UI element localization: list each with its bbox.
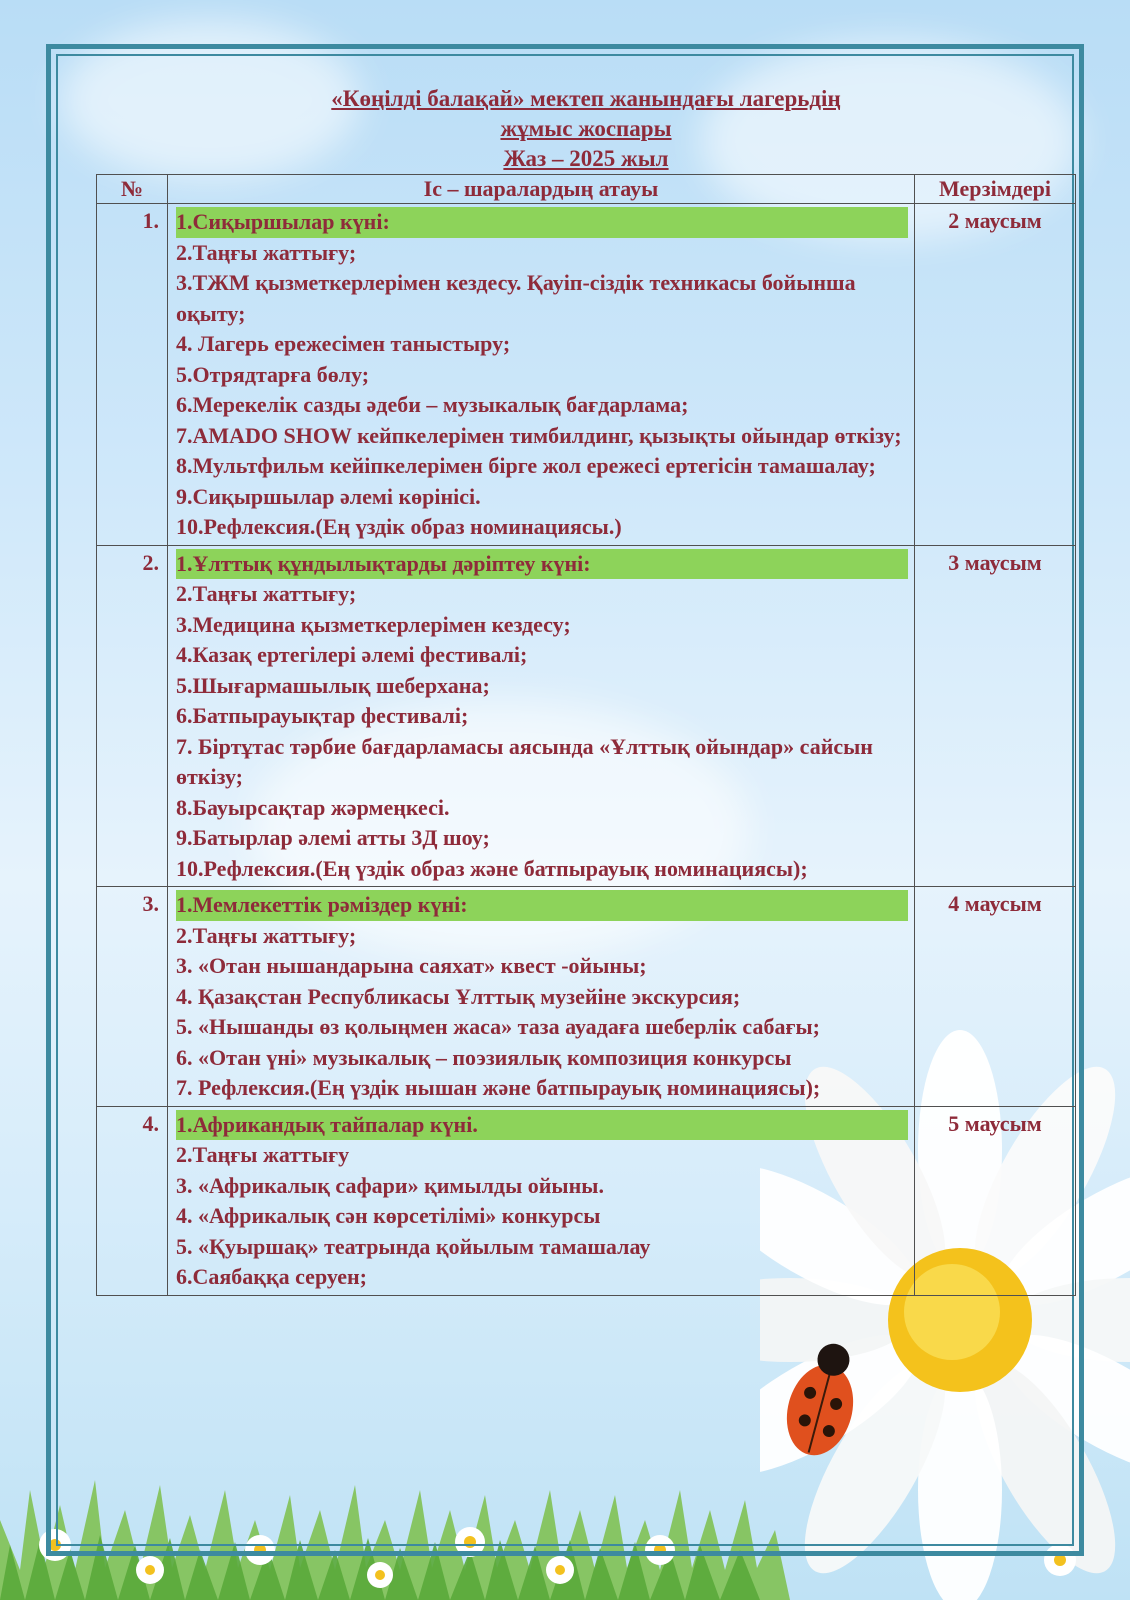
table-row (97, 887, 1076, 1107)
activity-item: 8.Мультфильм кейіпкелерімен бірге жол ережесі ертегісін тамашалау; (176, 453, 876, 478)
activity-item: 2.Таңғы жаттығу (176, 1142, 350, 1167)
activity-item: 5.Отрядтарға бөлу; (176, 361, 370, 387)
activity-list (168, 545, 915, 887)
day-theme-highlight: 1.Мемлекеттік рәміздер күні: (176, 890, 908, 921)
row-number: 4. (97, 1106, 168, 1295)
activity-item: 9.Сиқыршылар әлемі көрінісі. (176, 483, 481, 509)
column-header-activities: Іс – шаралардың атауы (168, 175, 915, 204)
activity-list (168, 887, 915, 1107)
column-header-dates: Мерзімдері (915, 175, 1076, 204)
day-theme-highlight: 1.Сиқыршылар күні: (176, 207, 908, 238)
activity-item: 6.Батпырауықтар фестивалі; (176, 703, 469, 728)
activity-item: 3.ТЖМ қызметкерлерімен кездесу. Қауіп-сіздік техникасы бойынша оқыту; (176, 270, 856, 326)
activity-item: 3. «Африкалық сафари» қимылды ойыны. (176, 1172, 604, 1198)
row-number: 2. (97, 545, 168, 887)
activity-item: 3.Медицина қызметкерлерімен кездесу; (176, 611, 571, 637)
title-line-1: «Көңілді балақай» мектеп жанындағы лагерьдің (331, 86, 841, 111)
activity-item: 10.Рефлексия.(Ең үздік образ номинациясы.) (176, 514, 622, 539)
row-date: 5 маусым (915, 1106, 1076, 1295)
row-date: 4 маусым (915, 887, 1076, 1107)
activity-item: 7. Рефлексия.(Ең үздік нышан және батпырауық номинациясы); (176, 1075, 821, 1100)
activity-item: 6.Саябаққа серуен; (176, 1264, 367, 1289)
row-number: 3. (97, 887, 168, 1107)
activity-item: 6. «Отан үні» музыкалық – поэзиялық композиция конкурсы (176, 1044, 792, 1070)
title-line-2: жұмыс жоспары (500, 116, 672, 141)
row-date: 2 маусым (915, 204, 1076, 546)
activity-item: 4. Лагерь ережесімен таныстыру; (176, 331, 511, 356)
activity-item: 2.Таңғы жаттығу; (176, 239, 357, 265)
activity-item: 9.Батырлар әлемі атты 3Д шоу; (176, 825, 490, 850)
column-header-number: № (97, 175, 168, 204)
activity-item: 5.Шығармашылық шеберхана; (176, 672, 490, 698)
activity-item: 2.Таңғы жаттығу; (176, 581, 357, 606)
activity-item: 7.AMADO SHOW кейпкелерімен тимбилдинг, қызықты ойындар өткізу; (176, 422, 902, 448)
activity-item: 3. «Отан нышандарына саяхат» квест -ойыны; (176, 953, 647, 978)
activity-item: 7. Біртұтас тәрбие бағдарламасы аясында «Ұлттық ойындар» сайсын өткізу; (176, 733, 873, 789)
table-row (97, 1106, 1076, 1295)
activity-list (168, 204, 915, 546)
day-theme-highlight: 1.Африкандық тайпалар күні. (176, 1110, 908, 1141)
table-header-row (97, 175, 1076, 204)
activity-item: 4. «Африкалық сән көрсетілімі» конкурсы (176, 1203, 601, 1228)
activity-item: 2.Таңғы жаттығу; (176, 922, 357, 948)
title-line-3: Жаз – 2025 жыл (503, 146, 669, 171)
activity-item: 4.Казақ ертегілері әлемі фестивалі; (176, 642, 528, 667)
activity-list (168, 1106, 915, 1295)
activity-item: 4. Қазақстан Республикасы Ұлттық музейіне экскурсия; (176, 983, 741, 1009)
day-theme-highlight: 1.Ұлттық құндылықтарды дәріптеу күні: (176, 549, 908, 580)
activity-item: 10.Рефлексия.(Ең үздік образ және батпырауық номинациясы); (176, 855, 808, 881)
activity-item: 6.Мерекелік сазды әдеби – музыкалық бағдарлама; (176, 392, 689, 417)
activity-item: 8.Бауырсақтар жәрмеңкесі. (176, 794, 450, 820)
plan-table (96, 174, 1076, 1296)
table-row (97, 204, 1076, 546)
activity-item: 5. «Нышанды өз қолыңмен жаса» таза ауадаға шеберлік сабағы; (176, 1014, 820, 1039)
row-date: 3 маусым (915, 545, 1076, 887)
row-number: 1. (97, 204, 168, 546)
activity-item: 5. «Қуыршақ» театрында қойылым тамашалау (176, 1233, 651, 1259)
table-row (97, 545, 1076, 887)
